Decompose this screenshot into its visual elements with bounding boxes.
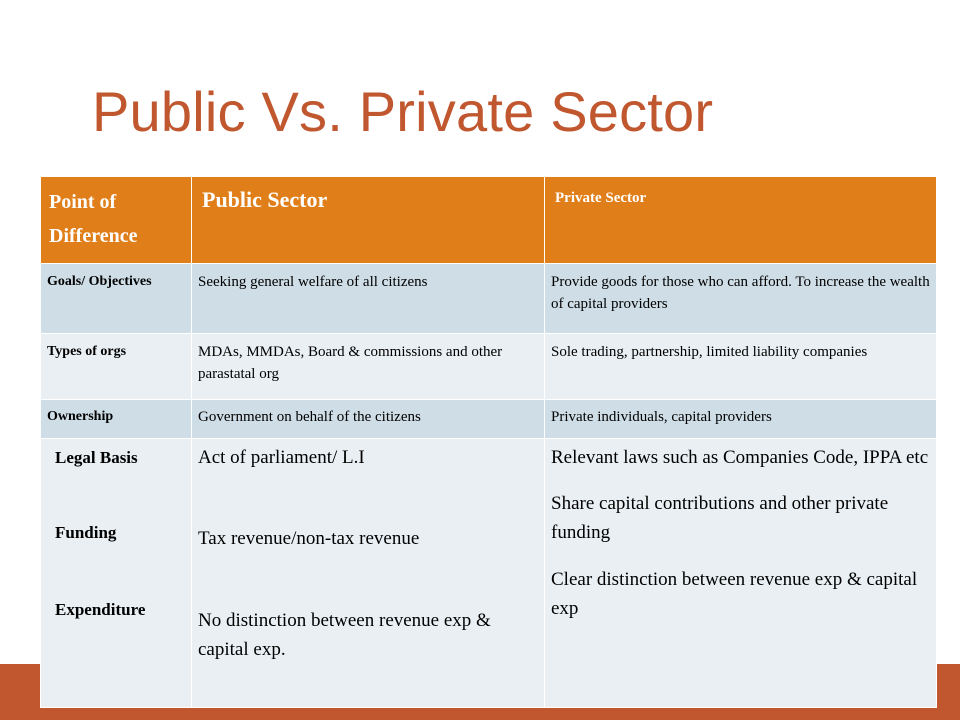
- table-row: [41, 334, 937, 400]
- table-row: [41, 264, 937, 334]
- cell-public-legal-basis: Act of parliament/ L.I: [198, 447, 365, 468]
- cell-public-goals: Seeking general welfare of all citizens: [192, 264, 545, 334]
- header-point-of-difference: Point of Difference: [41, 177, 192, 264]
- combined-public-cell: [192, 439, 545, 708]
- row-label-funding: Funding: [55, 523, 117, 542]
- cell-private-legal-basis: Relevant laws such as Companies Code, IPPA etc: [551, 447, 929, 468]
- comparison-table: [40, 176, 937, 708]
- table-row: [41, 400, 937, 439]
- row-label-legal-basis: Legal Basis: [55, 448, 138, 467]
- cell-private-goals: Provide goods for those who can afford. To increase the wealth of capital providers: [545, 264, 937, 334]
- row-label-ownership: Ownership: [41, 400, 192, 439]
- cell-private-ownership: Private individuals, capital providers: [545, 400, 937, 439]
- cell-public-types: MDAs, MMDAs, Board & commissions and other parastatal org: [192, 334, 545, 400]
- slide-title: Public Vs. Private Sector: [92, 80, 714, 143]
- right-accent-block: [936, 664, 960, 720]
- row-label-types: Types of orgs: [41, 334, 192, 400]
- table-row: [41, 439, 937, 708]
- table-header-row: [41, 177, 937, 264]
- header-public-sector: Public Sector: [192, 177, 545, 264]
- cell-private-funding: Share capital contributions and other private funding: [551, 493, 889, 543]
- cell-private-expenditure: Clear distinction between revenue exp & capital exp: [551, 569, 918, 619]
- left-accent-block: [0, 664, 40, 720]
- cell-public-funding: Tax revenue/non-tax revenue: [198, 528, 420, 549]
- cell-public-expenditure: No distinction between revenue exp & capital exp.: [198, 610, 491, 660]
- row-label-expenditure: Expenditure: [55, 600, 146, 619]
- header-private-sector: Private Sector: [545, 177, 937, 264]
- cell-private-types: Sole trading, partnership, limited liability companies: [545, 334, 937, 400]
- combined-private-cell: [545, 439, 937, 708]
- combined-labels-cell: [41, 439, 192, 708]
- cell-public-ownership: Government on behalf of the citizens: [192, 400, 545, 439]
- row-label-goals: Goals/ Objectives: [41, 264, 192, 334]
